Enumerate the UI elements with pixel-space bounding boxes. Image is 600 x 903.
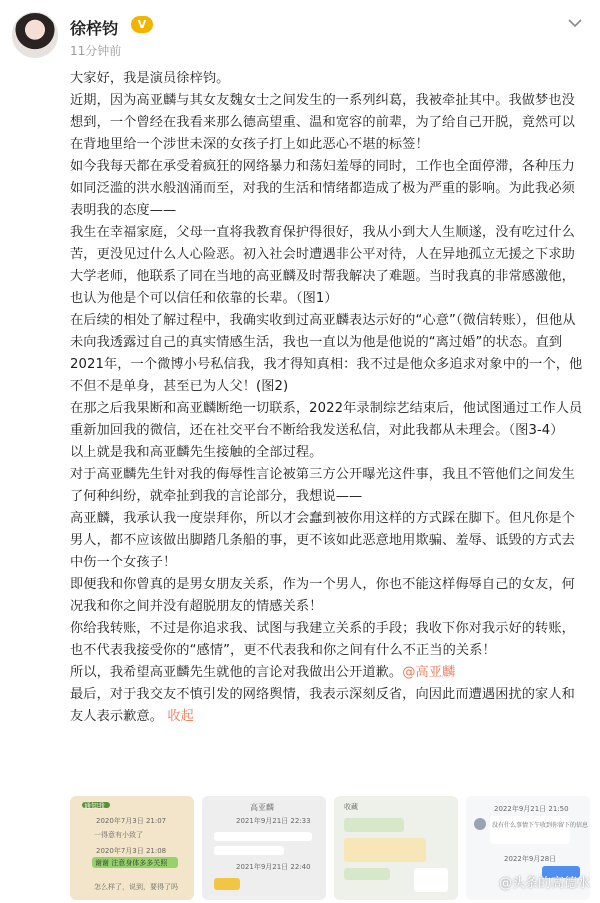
- chat-time: 2020年7月3日 21:07: [96, 817, 167, 825]
- collapse-button[interactable]: 收起: [167, 709, 194, 724]
- paragraph: 我生在幸福家庭，父母一直将我教育保护得很好，我从小到大人生顺遂，没有吃过什么苦，更没见过什么人心险恶。初入社会时遭遇非公平对待，人在异地孤立无援之下求助大学老师，他联系了同在当地的高亚麟及时帮我解决了难题。当时我真的非常感激他，也认为他是个可以信任和依靠的长辈。（图1）: [70, 225, 575, 306]
- post-timestamp: 11分钟前: [70, 44, 122, 58]
- avatar[interactable]: [12, 12, 58, 58]
- paragraph: 对于高亚麟先生针对我的侮辱性言论被第三方公开曝光这件事，我且不管他们之间发生了何种纠纷，就牵扯到我的言论部分，我想说——: [70, 467, 575, 504]
- paragraph: 即便我和你曾真的是男女朋友关系，作为一个男人，你也不能这样侮辱自己的女友，何况我和你之间并没有超脱朋友的情感关系！: [70, 577, 575, 614]
- avatar: [474, 818, 486, 830]
- paragraph-text: 最后，对于我交友不慎引发的网络舆情，我表示深刻反省，向因此而遭遇困扰的家人和友人表示歉意。: [70, 687, 575, 724]
- chat-bubble: [344, 868, 390, 880]
- post-header: [0, 0, 600, 68]
- chat-time: 2020年7月3日 21:08: [96, 847, 167, 855]
- paragraph: 近期，因为高亚麟与其女友魏女士之间发生的一系列纠葛，我被牵扯其中。我做梦也没想到，一个曾经在我看来那么德高望重、温和宽容的前辈，为了给自己开脱，竟然可以在背地里给一个涉世未深的女孩子打上如此恶心不堪的标签！: [70, 93, 575, 152]
- paragraph: 如今我每天都在承受着疯狂的网络暴力和荡妇羞辱的同时，工作也全面停滞，各种压力如同泛滥的洪水般汹涌而至，对我的生活和情绪都造成了极为严重的影响。为此我必须表明我的态度——: [70, 159, 575, 218]
- paragraph-closing: [70, 684, 588, 728]
- image-thumbnail-1[interactable]: [70, 796, 194, 900]
- paragraph: 大家好，我是演员徐梓钧。: [70, 71, 230, 86]
- image-thumbnail-3[interactable]: [334, 796, 458, 900]
- chat-bubble: [214, 846, 284, 855]
- chat-bubble: [214, 832, 312, 841]
- chevron-down-icon[interactable]: [564, 12, 586, 34]
- paragraph: 以上就是我和高亚麟先生接触的全部过程。: [70, 445, 323, 460]
- chat-bubble: [344, 818, 404, 832]
- chat-text: 通知我: [84, 802, 105, 810]
- author-name[interactable]: 徐梓钧: [70, 19, 119, 38]
- mention-link[interactable]: @高亚麟: [402, 665, 456, 680]
- chat-image: [414, 868, 448, 892]
- verified-badge-icon: V: [131, 16, 153, 33]
- paragraph: 在后续的相处了解过程中，我确实收到过高亚麟表达示好的“心意”（微信转账），但他从未向我透露过自己的真实情感生活，我也一直以为他是他说的“离过婚”的状态。直到2021年，一个微博小号私信我，我才得知真相：我不过是他众多追求对象中的一个，他不但不是单身，甚至已为人父！(图2): [70, 313, 583, 394]
- chat-text: 没有什么事情下午收到你留下的信息: [492, 822, 589, 829]
- chat-time: 2021年9月21日 22:40: [236, 863, 311, 871]
- chat-title: 高亚麟: [250, 803, 274, 812]
- paragraph: 高亚麟，我承认我一度崇拜你，所以才会蠢到被你用这样的方式踩在脚下。但凡你是个男人，都不应该做出脚踏几条船的事，更不该如此恶意地用欺骗、羞辱、诋毁的方式去中伤一个女孩子！: [70, 511, 575, 570]
- chat-text: 一得意有小致了: [94, 831, 143, 839]
- post-body: [70, 68, 588, 728]
- paragraph: 你给我转账，不过是你追求我、试图与我建立关系的手段；我收下你对我示好的转账，也不代表我接受你的“感情”，更不代表我和你之间有什么不正当的关系！: [70, 621, 575, 658]
- chat-time: 2021年9月21日 22:33: [236, 817, 311, 825]
- image-thumbnail-2[interactable]: [202, 796, 326, 900]
- paragraph: 在那之后我果断和高亚麟断绝一切联系，2022年录制综艺结束后，他试图通过工作人员重新加回我的微信，还在社交平台不断给我发送私信，对此我都从未理会。（图3-4）: [70, 401, 583, 438]
- chat-title: 收藏: [344, 803, 358, 811]
- chat-time: 2022年9月28日: [504, 855, 557, 863]
- chat-bubble: [344, 838, 426, 862]
- chat-text: 谢谢 注意身体多多关照: [95, 859, 168, 867]
- chat-text: 怎么样了，说到，要得了吗: [94, 883, 178, 891]
- paragraph-apology: [70, 662, 588, 684]
- emoji-sticker: [214, 878, 240, 890]
- paragraph-text: 所以，我希望高亚麟先生就他的言论对我做出公开道歉。: [70, 665, 403, 680]
- watermark: @头条的高德水: [498, 876, 590, 891]
- chat-time: 2022年9月21日 21:50: [494, 805, 569, 813]
